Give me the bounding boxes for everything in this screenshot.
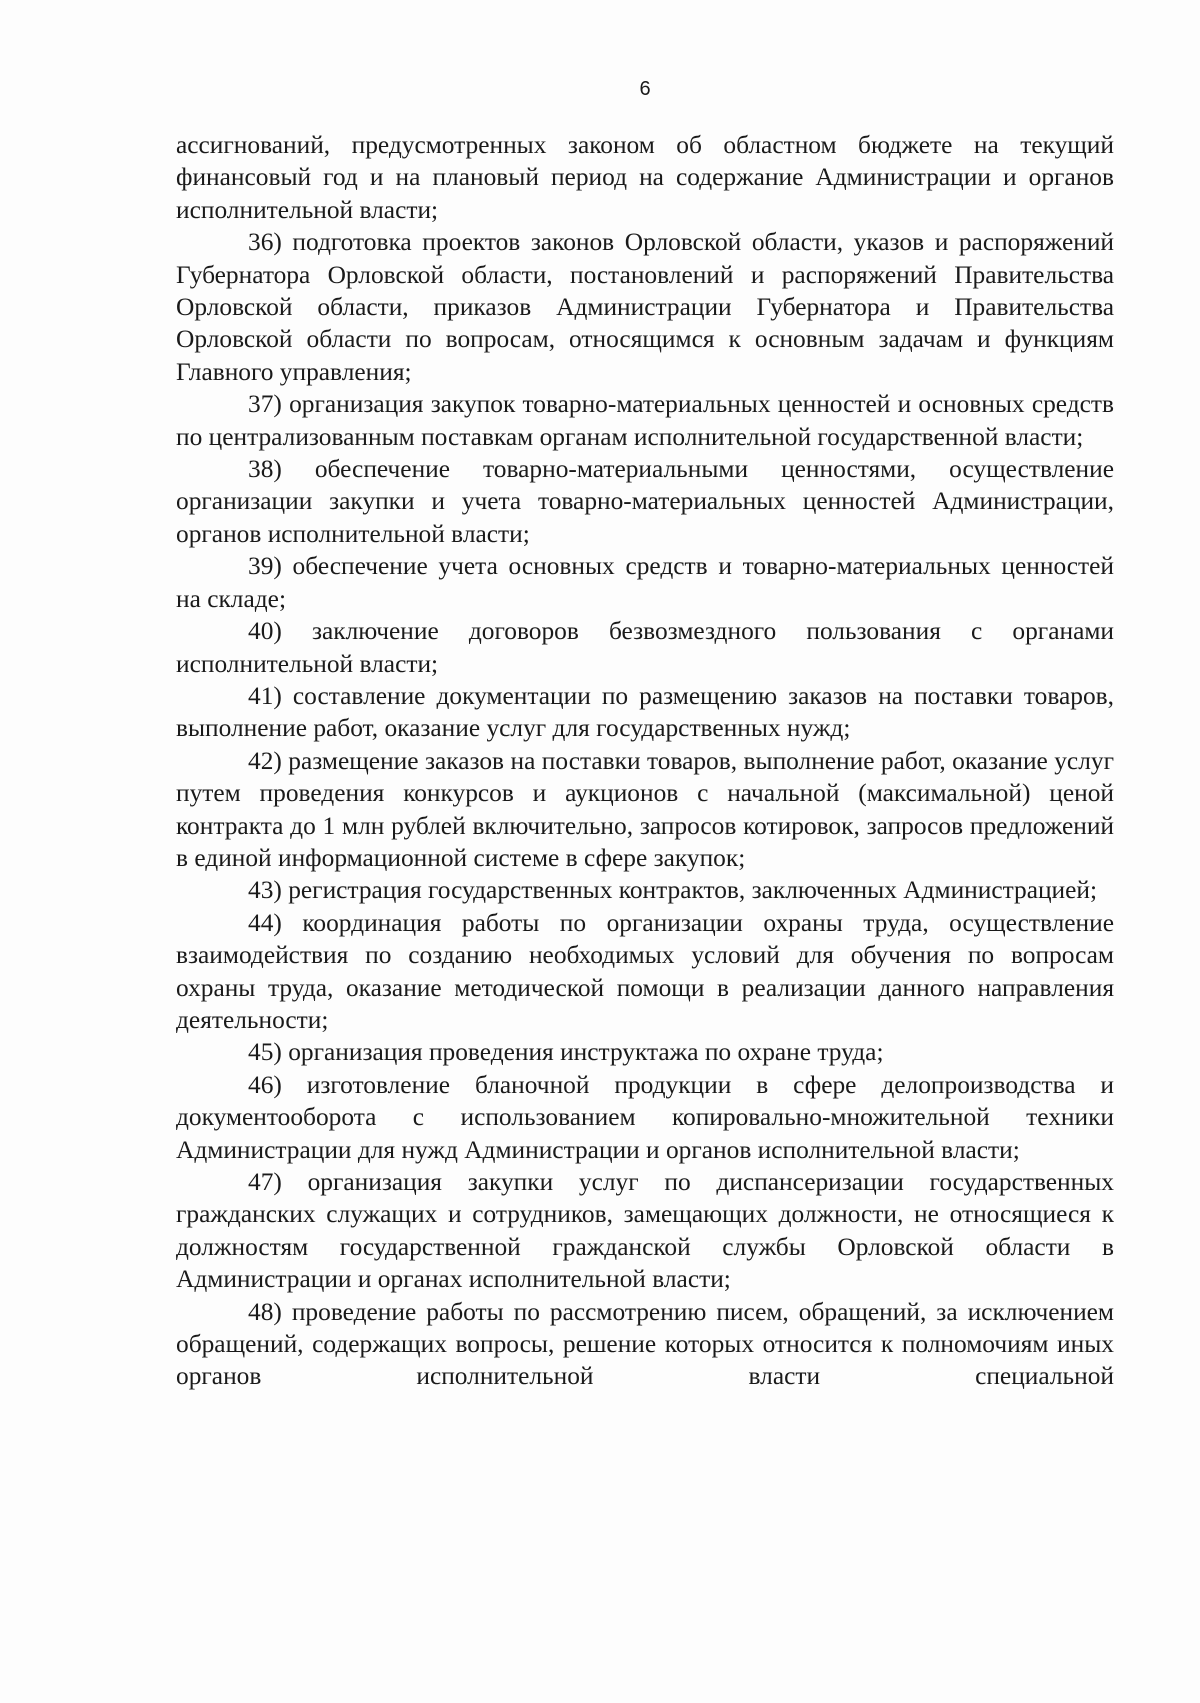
paragraph: 47) организация закупки услуг по диспансеризации государственных гражданских служащих и сотрудников, замещающих должности, не относящиеся к должностям государственной гражданской службы Орловской области в Администрации и органах исполнительной власти; (176, 1168, 1114, 1294)
paragraph: 40) заключение договоров безвозмездного пользования с органами исполнительной власти; (176, 617, 1114, 678)
paragraph: 48) проведение работы по рассмотрению писем, обращений, за исключением обращений, содержащих вопросы, решение которых относится к полномочиям иных органов исполнительной власти специальной (176, 1297, 1114, 1391)
paragraph: 36) подготовка проектов законов Орловской области, указов и распоряжений Губернатора Орловской области, постановлений и распоряжений Правительства Орловской области, приказов Администрации Губернатора и Правительства Орловской области по вопросам, относящимся к основным задачам и функциям Главного управления; (176, 228, 1114, 386)
paragraph: 41) составление документации по размещению заказов на поставки товаров, выполнение работ, оказание услуг для государственных нужд; (176, 681, 1114, 743)
paragraph: 45) организация проведения инструктажа по охране труда; (248, 1038, 884, 1067)
paragraph: 42) размещение заказов на поставки товаров, выполнение работ, оказание услуг путем проведения конкурсов и аукционов с начальной (максимальной) ценой контракта до 1 млн рублей включительно, запросов котировок, запросов предложений в единой информационной системе в сфере закупок; (176, 746, 1114, 872)
paragraph: 43) регистрация государственных контрактов, заключенных Администрацией; (248, 876, 1098, 905)
paragraph: 37) организация закупок товарно-материальных ценностей и основных средств по централизованным поставкам органам исполнительной государственной власти; (176, 390, 1114, 451)
paragraph: 38) обеспечение товарно-материальными ценностями, осуществление организации закупки и учета товарно-материальных ценностей Администрации, органов исполнительной власти; (176, 455, 1114, 548)
page-number: 6 (639, 78, 651, 100)
paragraph: ассигнований, предусмотренных законом об областном бюджете на текущий финансовый год и на плановый период на содержание Администрации и органов исполнительной власти; (176, 131, 1114, 224)
paragraph: 39) обеспечение учета основных средств и товарно-материальных ценностей на складе; (176, 552, 1114, 613)
paragraph: 46) изготовление бланочной продукции в сфере делопроизводства и документооборота с использованием копировально-множительной техники Администрации для нужд Администрации и органов исполнительной власти; (176, 1070, 1114, 1164)
paragraph: 44) координация работы по организации охраны труда, осуществление взаимодействия по созданию необходимых условий для обучения по вопросам охраны труда, оказание методической помощи в реализации данного направления деятельности; (176, 908, 1114, 1034)
document-body (176, 129, 1114, 1393)
